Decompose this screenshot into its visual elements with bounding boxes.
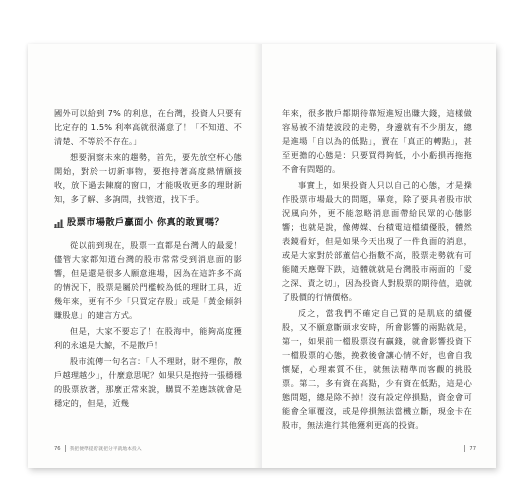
left-page: [28, 44, 262, 468]
paragraph: 年來，很多散戶都期待靠短進短出賺大錢，這樣做容易被不清楚波段的走勢，身邊就有不少朋友，總是進場「自以為的低點」，賣在「真正的轉點」，甚至更擔的心態是：只要買得夠低，小小虧損再拖拖不會有問題的。: [282, 108, 472, 174]
page-number: 77: [469, 445, 476, 452]
footer-divider: [65, 445, 66, 452]
paragraph: 想要洞察未來的趨勢，首先，要先放空杯心態開始，對於一切新事物，要抱持著高度熱情願接收，放下過去陳腐的窗口，才能吸收更多的理財新知，多了解、多詢問，找管道，找下手。: [54, 152, 242, 204]
paragraph: 但是，大家不要忘了！在股海中，能夠高度獲利的永遠是大鯨，不是散戶！: [54, 326, 242, 350]
book-spread: [28, 44, 496, 468]
stock-chart-icon: [54, 218, 64, 228]
footer-divider: [464, 445, 465, 452]
paragraph: 國外可以給到 7% 的利息，在台灣，投資人只要有比定存的 1.5% 利率高就很滿意了！「不知道、不清楚、不等於不存在。」: [54, 108, 242, 146]
page-number: 76: [54, 445, 61, 452]
section-heading: [54, 216, 242, 230]
left-page-body: [54, 106, 242, 412]
right-page-footer: [460, 445, 476, 452]
right-page: [262, 44, 496, 468]
paragraph: 事實上，如果投資人只以自己的心態，才是操作股票市場最大的問題，畢竟，除了要具者股市狀況風向外，更不能忽略消息面帶給民眾的心態影響；也就是說，像傳媒、台積電這檔績優股，體然表鏡看好，但是如果今天出現了一件負面的消息，或是大家對於部董信心指數不高，股票走勢就有可能隨天應聲下跌，這體就就是台灣股市兩面的「愛之深、責之切」，因為投資人對股票的期待值，造就了股價的行情價格。: [282, 180, 472, 302]
section-heading-text: 股票市場散戶贏面小 你真的敢買嗎？: [67, 217, 224, 228]
right-page-body: [282, 106, 472, 434]
paragraph: 反之，當我們不確定自己買的是肌底的績優股，又不願意斷頭求安時，所會影響的兩點就是，第一，如果前一檔股票沒有贏錢，就會影響投資下一檔股票的心態，挽救後會讓心情不好，也會自我懷疑，心理素質不住，就無法精準而客觀的挑股票。第二，多有資在高點，少有資在低點，這是心態問題，總是除不掉！沒有設定停損點，資金會可能會全軍覆沒，或是停損無法當機立斷，現金卡在股市，無法進行其他獲利更高的投資。: [282, 308, 472, 430]
running-title: 我把便準提貯就把分平就地本投入: [69, 447, 142, 452]
paragraph: 股市流傳一句名言：「人不理財，財不理你，散戶越理越少」，什麼意思呢？如果只是抱持一張穩穩的股票放著，那麼正常來說，購買不差應該就會是穩定的，但是，近幾: [54, 356, 242, 408]
paragraph: 從以前到現在，股票一直都是台灣人的最愛！儘管大家都知道台灣的股市常常受到消息面的影響，但是還是很多人願意進場，因為在這許多不高的情況下，股票是屬於門檻較為低的理財工具，近幾年來，更有不少「只買定存股」或是「黃金傾斜賺股息」的建言方式。: [54, 240, 242, 320]
left-page-footer: [54, 445, 142, 452]
